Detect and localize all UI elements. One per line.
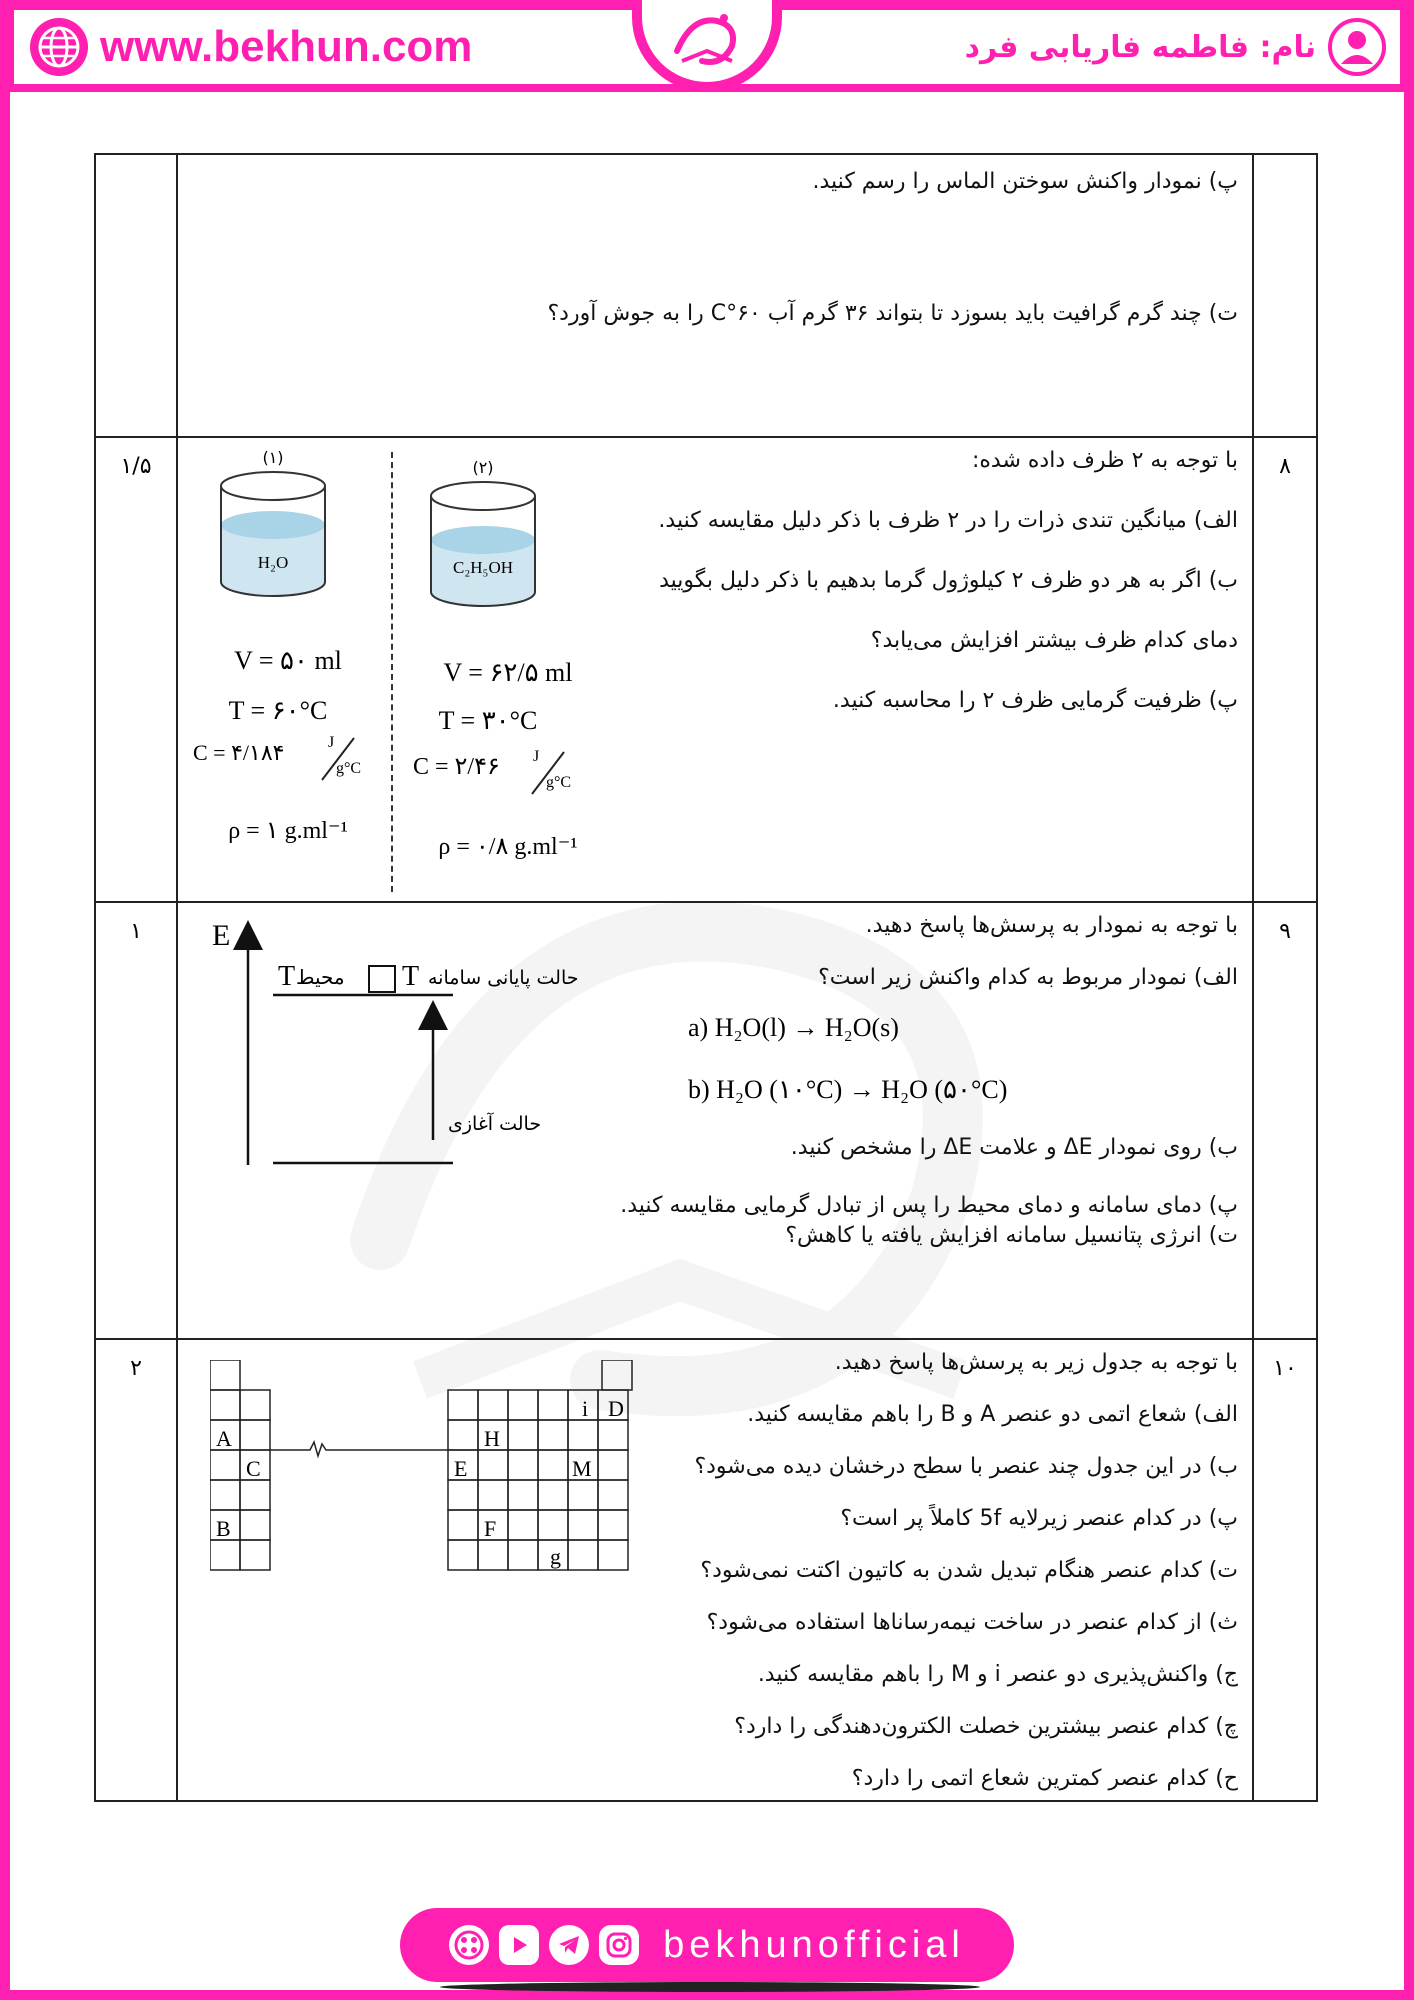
table-cell [568, 1510, 598, 1540]
table-cell [568, 1540, 598, 1570]
table-cell [508, 1450, 538, 1480]
q8-part-a: الف) میانگین تندی ذرات را در ۲ ظرف با ذکر دلیل مقایسه کنید. [658, 508, 1238, 533]
site-url[interactable]: www.bekhun.com [100, 22, 473, 71]
element-c: C [246, 1456, 261, 1481]
q7-part-p: پ) نمودار واکنش سوختن الماس را رسم کنید. [812, 169, 1238, 194]
table-cell [448, 1480, 478, 1510]
table-cell [598, 1510, 628, 1540]
element-h: H [484, 1426, 500, 1451]
container-2-density: ρ = ۰/۸ g.ml⁻¹ [438, 834, 578, 860]
q9-reaction-a: a) H₂O(l) → H₂O(s) [688, 1013, 899, 1042]
table-cell [448, 1390, 478, 1420]
question-number [1253, 154, 1317, 437]
energy-arrows [208, 915, 648, 1215]
bekhun-logo-icon [662, 6, 752, 76]
q7-part-t: ت) چند گرم گرافیت باید بسوزد تا بتواند ۳۶ گرم آب ۶۰°C را به جوش آورد؟ [547, 301, 1238, 326]
energy-diagram [208, 915, 648, 1215]
element-i: i [582, 1396, 589, 1421]
question-table [94, 153, 1318, 1802]
table-cell [538, 1450, 568, 1480]
table-cell [478, 1540, 508, 1570]
site-link[interactable] [30, 16, 472, 78]
q10-item: ت) کدام عنصر هنگام تبدیل شدن به کاتیون اکتت نمی‌شود؟ [700, 1558, 1238, 1583]
question-number: ۹ [1253, 902, 1317, 1339]
question-body-10 [177, 1339, 1253, 1801]
element-g: g [550, 1544, 561, 1569]
table-cell [568, 1420, 598, 1450]
comparison-box[interactable] [368, 965, 396, 993]
question-body-9 [177, 902, 1253, 1339]
container-1-figure [193, 448, 398, 888]
youtube-icon[interactable] [499, 1925, 539, 1965]
t-environment: T [278, 961, 296, 992]
container-1-temperature: T = ۶۰°C [228, 696, 328, 725]
q10-item: ج) واکنش‌پذیری دو عنصر i و M را باهم مقایسه کنید. [757, 1662, 1238, 1687]
q9-part-b: ب) روی نمودار ΔE و علامت ΔE را مشخص کنید. [790, 1135, 1238, 1160]
container-2-temperature: T = ۳۰°C [438, 706, 538, 735]
element-b: B [216, 1516, 231, 1541]
table-cell [538, 1510, 568, 1540]
element-e: E [454, 1456, 468, 1481]
q10-item: پ) در کدام عنصر زیرلایه 5f کاملاً پر است؟ [840, 1506, 1238, 1531]
table-cell [538, 1390, 568, 1420]
environment-label: محیط [296, 965, 345, 989]
table-cell [538, 1420, 568, 1450]
element-m: M [572, 1456, 592, 1481]
globe-icon [30, 18, 88, 76]
question-row-10 [95, 1339, 1317, 1801]
container-2-label: (۲) [472, 458, 494, 477]
container-2-liquid: C₂H₅OH [452, 558, 514, 577]
instagram-icon[interactable] [599, 1925, 639, 1965]
question-row-8 [95, 437, 1317, 902]
score-cell: ۱/۵ [95, 437, 177, 902]
footer-social-bar[interactable] [400, 1908, 1014, 1982]
container-1-unit-top: J [328, 734, 335, 751]
score-cell [95, 154, 177, 437]
question-number: ۱۰ [1253, 1339, 1317, 1801]
table-cell [508, 1390, 538, 1420]
beaker-1-icon [218, 470, 328, 600]
container-2-unit-top: J [533, 748, 540, 765]
question-row-9 [95, 902, 1317, 1339]
q9-part-t: ت) انرژی پتانسیل سامانه افزایش یافته یا کاهش؟ [785, 1223, 1238, 1248]
container-2-unit-bottom: g°C [546, 774, 572, 791]
container-1-liquid: H₂O [257, 553, 289, 572]
table-cell [568, 1480, 598, 1510]
container-1-volume: V = ۵۰ ml [234, 646, 342, 675]
element-f: F [484, 1516, 497, 1541]
table-cell [478, 1390, 508, 1420]
q9-part-a: الف) نمودار مربوط به کدام واکنش زیر است؟ [818, 965, 1238, 990]
table-cell [448, 1510, 478, 1540]
table-cell [478, 1450, 508, 1480]
container-1-heat-capacity: C = ۴/۱۸۴ [193, 740, 285, 765]
table-cell [598, 1480, 628, 1510]
score-cell: ۲ [95, 1339, 177, 1801]
aparat-icon[interactable] [449, 1925, 489, 1965]
t-system: T [402, 961, 420, 992]
question-body-7 [177, 154, 1253, 437]
question-number: ۸ [1253, 437, 1317, 902]
initial-state-label: حالت آغازی [448, 1113, 542, 1135]
container-2-heat-capacity: C = ۲/۴۶ [413, 754, 500, 780]
table-cell [598, 1540, 628, 1570]
user-icon [1328, 18, 1386, 76]
q10-item: چ) کدام عنصر بیشترین خصلت الکترون‌دهندگی را دارد؟ [734, 1714, 1238, 1739]
table-cell [508, 1510, 538, 1540]
energy-axis-label: E [212, 919, 231, 952]
telegram-icon[interactable] [549, 1925, 589, 1965]
question-row-7 [95, 154, 1317, 437]
container-1-unit-bottom: g°C [336, 760, 362, 777]
student-name [965, 16, 1386, 78]
score-cell: ۱ [95, 902, 177, 1339]
q9-part-p: پ) دمای سامانه و دمای محیط را پس از تبادل گرمایی مقایسه کنید. [620, 1193, 1238, 1218]
container-1-density: ρ = ۱ g.ml⁻¹ [228, 818, 348, 844]
q9-intro: با توجه به نمودار به پرسش‌ها پاسخ دهید. [865, 913, 1238, 938]
q10-item: ث) از کدام عنصر در ساخت نیمه‌رساناها استفاده می‌شود؟ [706, 1610, 1238, 1635]
table-cell [448, 1420, 478, 1450]
q8-part-b1: ب) اگر به هر دو ظرف ۲ کیلوژول گرما بدهیم با ذکر دلیل بگویید [659, 568, 1238, 593]
q8-part-p: پ) ظرفیت گرمایی ظرف ۲ را محاسبه کنید. [832, 688, 1238, 713]
q8-part-b2: دمای کدام ظرف بیشتر افزایش می‌یابد؟ [870, 628, 1238, 653]
element-a: A [216, 1426, 232, 1451]
element-d: D [608, 1396, 624, 1421]
table-cell [598, 1450, 628, 1480]
table-cell [478, 1480, 508, 1510]
q8-intro: با توجه به ۲ ظرف داده شده: [971, 448, 1238, 473]
q9-reaction-b: b) H₂O (۱۰°C) → H₂O (۵۰°C) [688, 1075, 1008, 1104]
table-cell [508, 1480, 538, 1510]
name-label: نام: فاطمه فاریابی فرد [964, 29, 1316, 65]
q10-item: ب) در این جدول چند عنصر با سطح درخشان دیده می‌شود؟ [694, 1454, 1238, 1479]
container-1-label: (۱) [262, 448, 284, 467]
beaker-2-icon [428, 480, 538, 610]
container-2-volume: V = ۶۲/۵ ml [443, 658, 573, 687]
table-cell [508, 1420, 538, 1450]
q10-item: الف) شعاع اتمی دو عنصر A و B را باهم مقایسه کنید. [747, 1402, 1238, 1427]
q10-intro: با توجه به جدول زیر به پرسش‌ها پاسخ دهید. [834, 1350, 1238, 1375]
container-2-figure [413, 458, 628, 898]
table-cell [448, 1540, 478, 1570]
final-state-label: حالت پایانی سامانه [428, 967, 579, 989]
footer-shadow [440, 1982, 980, 1992]
question-body-8 [177, 437, 1253, 902]
table-cell [538, 1480, 568, 1510]
table-cell [598, 1420, 628, 1450]
table-cell [508, 1540, 538, 1570]
q10-item: ح) کدام عنصر کمترین شعاع اتمی را دارد؟ [851, 1766, 1238, 1791]
periodic-table-figure [210, 1360, 640, 1590]
social-handle[interactable]: bekhunofficial [663, 1923, 965, 1966]
